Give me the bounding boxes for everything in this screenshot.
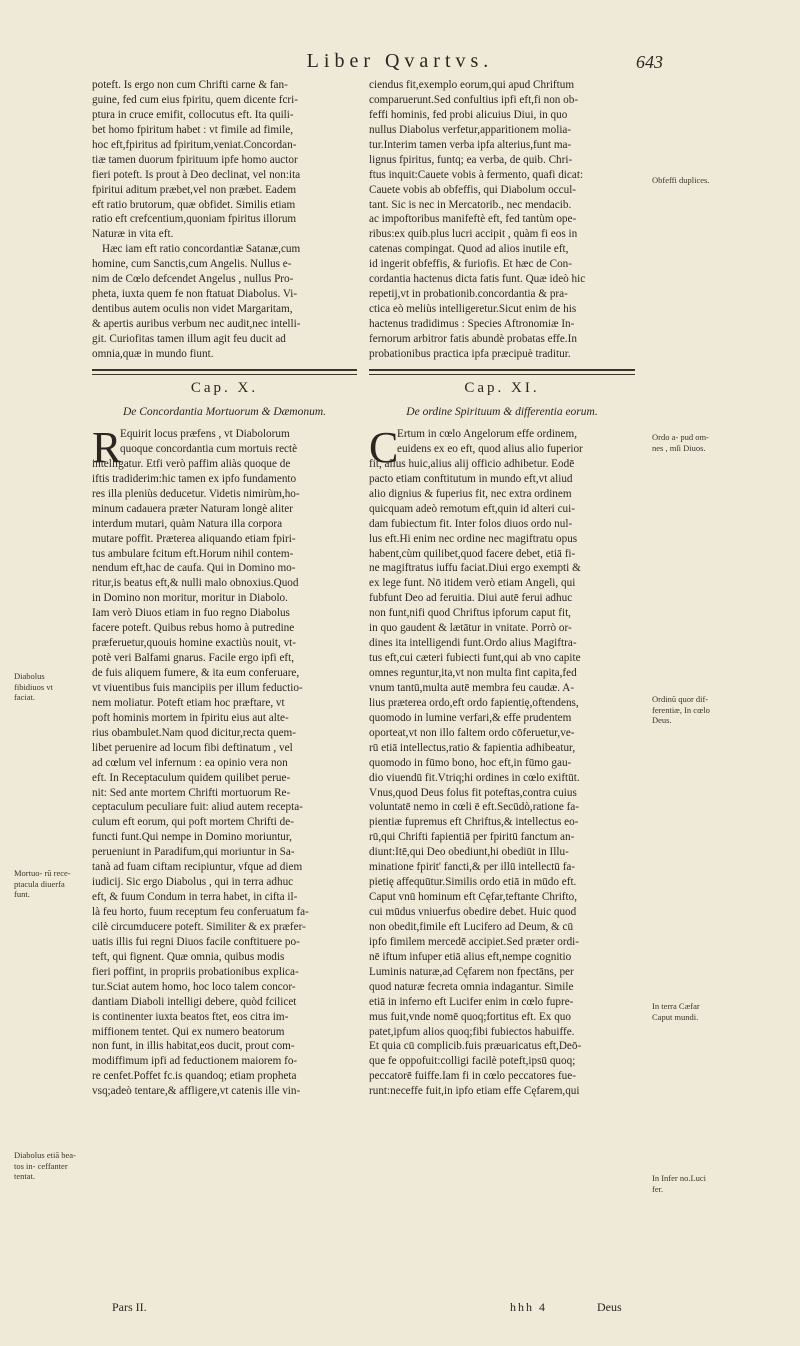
text-line: que fe oppofuit:colligi facilè poteft,ipsū quoq; bbox=[369, 1055, 576, 1068]
text-line: Naturæ in vita eft. bbox=[92, 228, 174, 241]
text-line: re cenfet.Poffet fc.is quandoq; etiam propheta bbox=[92, 1070, 297, 1083]
text-line: rū etiā intellectus,ratio & fapientia adhibeatur, bbox=[369, 741, 576, 754]
text-line: libet peruenire ad locum fibi deftinatum , vel bbox=[92, 741, 293, 754]
page-number: 643 bbox=[636, 52, 663, 72]
text-line: non funt, in illis habitat,eos ducit, prout com- bbox=[92, 1040, 295, 1053]
text-line: quomodo in fūmo bono, hoc eft,in fūmo gau- bbox=[369, 756, 572, 769]
text-line: Hæc iam eft ratio concordantiæ Satanæ,cum bbox=[102, 243, 301, 256]
text-line: fieri poffint, in propriis probationibus explica- bbox=[92, 965, 299, 978]
right-section-rule bbox=[369, 369, 635, 375]
text-line: lius præterea ordo,eft ordo fapientię,oftendens, bbox=[369, 696, 579, 709]
text-line: ex lege funt. Nō itidem verò etiam Angeli, qui bbox=[369, 577, 576, 590]
chapter-title-right: De ordine Spirituum & differentia eorum. bbox=[406, 406, 598, 418]
margin-note-ordinum: Ordinū quor dif- ferentiæ, In cœlo Deus. bbox=[652, 694, 710, 725]
left-column-top-text bbox=[92, 78, 357, 362]
footer-part: Pars II. bbox=[112, 1300, 147, 1314]
text-line: catenas compingat. Quod ad alios inutile eft, bbox=[369, 243, 569, 256]
text-line: tiæ tamen duorum fpirituum ipfe homo auctor bbox=[92, 153, 298, 166]
footer-signature: hhh 4 bbox=[510, 1300, 547, 1314]
text-line: fit, alius huic,alius alij officio adhibetur. Eodē bbox=[369, 457, 575, 470]
text-line: culum eft eorum, qui poft mortem Chrifti de- bbox=[92, 816, 294, 829]
text-line: facere poteft. Quibus rebus homo à putredine bbox=[92, 622, 295, 635]
text-line: vnum tantū,multa autē membra feu caudæ. A- bbox=[369, 681, 575, 694]
text-line: hoc eft,fpiritus ad fpiritum,veniat.Concordan- bbox=[92, 138, 297, 151]
text-line: id ingerit obfeffis, & furiofis. Et hæc de Con- bbox=[369, 258, 572, 271]
text-line: iudicij. Sic ergo Diabolus , qui in terra adhuc bbox=[92, 876, 294, 889]
footer-catchword: Deus bbox=[597, 1300, 622, 1314]
text-line: feffi hominis, fed probi alicuius Diui, in quo bbox=[369, 108, 568, 121]
text-line: modiffimum ipfi ad feductionem maiorem fo- bbox=[92, 1055, 298, 1068]
text-line: uatis illis fui regni Diuos facile conftituere po- bbox=[92, 935, 300, 948]
text-line: in Domino non moritur, moritur in Diabolo. bbox=[92, 592, 288, 605]
text-line: quoque concordantia cum mortuis rectè bbox=[120, 442, 298, 455]
text-line: dio viuendū fit.Vtriq;hi ordines in cœlo exiftūt. bbox=[369, 771, 580, 784]
text-line: etiā in inferno eft Lucifer enim in cœlo fupre- bbox=[369, 995, 574, 1008]
text-line: eft, & fuum Condum in terra habet, in cifta il- bbox=[92, 891, 298, 904]
text-line: in quo gaudent & lætātur in vnitate. Porrò or- bbox=[369, 622, 572, 635]
text-line: interdum mutari, quàm Natura illa corpora bbox=[92, 517, 283, 530]
text-line: guine, fed cum eius fpiritu, quem dicente fcri- bbox=[92, 93, 298, 106]
text-line: probationibus practica ipfa præcipuè traditur. bbox=[369, 347, 571, 360]
text-line: perueniunt in Paradifum,qui moriuntur in Sa- bbox=[92, 846, 295, 859]
text-line: dantiam Diaboli intelligi debere, quòd fcilicet bbox=[92, 995, 297, 1008]
chapter-x-text bbox=[92, 423, 357, 1099]
text-line: Caput vnū hominum eft Cęfar,teftante Chrifto, bbox=[369, 891, 578, 904]
text-line: ratio eft crefcentium,quoniam fpiritus illorum bbox=[92, 213, 297, 226]
text-line: pacto etiam conftitutum in mundo eft,vt aliud bbox=[369, 472, 573, 485]
running-head bbox=[0, 50, 800, 80]
margin-note-obsessi: Obfeffi duplices. bbox=[652, 175, 710, 185]
text-line: alio dignius & fuperius fit, nec extra ordinem bbox=[369, 487, 572, 500]
text-line: cilè circumducere poteft. Similiter & ex præfer- bbox=[92, 920, 306, 933]
text-line: lus eft.Hi enim nec ordine nec magiftratu opus bbox=[369, 532, 578, 545]
text-line: eft ratio brutorum, quæ obfidet. Similis etiam bbox=[92, 198, 296, 211]
text-line: teft, qui fignent. Quæ omnia, quibus modis bbox=[92, 950, 285, 963]
text-line: functi funt.Qui nempe in Domino moriuntur, bbox=[92, 831, 292, 844]
text-line: præferuetur,quouis homine exactiùs nouit, vt- bbox=[92, 637, 296, 650]
text-line: fubfunt Deo ad feruitia. Diui autē ferui adhuc bbox=[369, 592, 573, 605]
text-line: quicquam adeò remotum eft,quin id alteri cui- bbox=[369, 502, 575, 515]
text-line: tus ambulare fcitum eft.Horum nihil contem- bbox=[92, 547, 294, 560]
text-line: potè veri Balfami gnarus. Facile ergo ipfi eft, bbox=[92, 652, 295, 665]
text-line: ciendus fit,exemplo eorum,qui apud Chriftum bbox=[369, 79, 575, 91]
text-line: ptura in cruce emifit, collocutus eft. Ita quili- bbox=[92, 108, 294, 121]
text-line: mus fuit,vnde nomē quoq;fortitus eft. Ex quo bbox=[369, 1010, 571, 1023]
text-line: patet,ipfum alios quoq;fibi fubiectos habuiffe. bbox=[369, 1025, 575, 1038]
text-line: ceptaculum peculiare fuit: aliud autem recepta- bbox=[92, 801, 303, 814]
text-line: peccatorē fuiffe.Iam fi in cœlo peccatores fue- bbox=[369, 1070, 576, 1083]
text-line: ftus inquit:Cauete vobis à fermento, quafi dicat: bbox=[369, 168, 584, 181]
text-line: nullus Diabolus verfetur,apparitionem molia- bbox=[369, 123, 572, 136]
text-line: cordantia hactenus dicta fatis funt. Quæ ideò hic bbox=[369, 273, 586, 286]
text-line: pietię affequūtur.Similis ordo etiā in mūdo eft. bbox=[369, 876, 577, 889]
text-line: nit: Sed ante mortem Chrifti mortuorum Re- bbox=[92, 786, 291, 799]
text-line: ne magiftratus iuffu faciat.Diui ergo exempti & bbox=[369, 562, 581, 575]
text-line: habent,cùm quilibet,quod facere debet, etiā fi- bbox=[369, 547, 576, 560]
text-line: vt viuentibus fuis mancipiis per illum feductio- bbox=[92, 681, 303, 694]
chapter-xi-text bbox=[369, 423, 635, 1099]
margin-note-diabolus-beatos: Diabolus etiā bea- tos in- ceffanter tentat. bbox=[14, 1150, 76, 1181]
text-line: dentibus autem oculis non videt Margaritam, bbox=[92, 303, 293, 316]
text-line: tur.Sciat autem homo, hoc loco talem concor- bbox=[92, 980, 296, 993]
text-line: intelligatur. Etfi verò paffim aliàs quoque de bbox=[92, 457, 291, 470]
text-line: Equirit locus præfens , vt Diabolorum bbox=[120, 428, 290, 440]
text-line: hactenus tradidimus : Species Aftronomiæ In- bbox=[369, 318, 575, 330]
text-line: oporteat,vt non illo faltem ordo cōferuetur,ve- bbox=[369, 726, 575, 739]
text-line: fpiritui aditum præbet,vel non præbet. Eadem bbox=[92, 183, 297, 196]
text-line: tus eft,cui cæteri fubiecti funt,qui ab vno capite bbox=[369, 652, 581, 665]
text-line: nim de Cœlo defcendet Angelus , nullus Pro- bbox=[92, 273, 294, 286]
chapter-heading-right: Cap. XI. bbox=[464, 380, 540, 396]
chapter-title-left: De Concordantia Mortuorum & Dæmonum. bbox=[122, 406, 327, 418]
running-head-title: Liber Qvartvs. bbox=[306, 50, 494, 72]
margin-note-ordo: Ordo a- pud om- nes , mſi Diuos. bbox=[652, 432, 709, 453]
text-line: homine, cum Sanctis,cum Angelis. Nullus e- bbox=[92, 258, 292, 271]
text-line: de fuis aliquem fumere, & ita eum conferuare, bbox=[92, 667, 300, 679]
text-line: nendum eft,hac de caufa. Qui in Domino mo- bbox=[92, 562, 296, 575]
margin-note-mortuorum: Mortuo- rū rece- ptacula diuerfa funt. bbox=[14, 868, 71, 899]
left-section-rule bbox=[92, 369, 357, 375]
text-line: eft. In Receptaculum quidem quilibet perue- bbox=[92, 771, 291, 784]
text-line: ritur,is beatus eft,& nulli malo obnoxius.Quod bbox=[92, 577, 299, 590]
drop-cap-left: R bbox=[92, 423, 122, 472]
text-line: rius obambulet.Nam quod dicitur,recta quem- bbox=[92, 726, 296, 739]
text-line: poft hominis mortem in fpiritu eius aut alte- bbox=[92, 711, 289, 724]
right-column-top-text bbox=[369, 78, 635, 362]
text-line: res illa pleniùs deducetur. Videtis nimirùm,ho- bbox=[92, 487, 300, 500]
text-line: omnia,quæ in mundo fiunt. bbox=[92, 347, 214, 360]
text-line: runt:neceffe fuit,in ipfo etiam effe Cęfarem,qui bbox=[369, 1085, 580, 1098]
text-line: cui mūdus vniuerfus obedire debet. Huic quod bbox=[369, 906, 577, 918]
text-line: omnes reguntur,ita,vt non multa fint capita,fed bbox=[369, 667, 577, 679]
text-line: ac impoftoribus manifeftè eft, fed tantùm ope- bbox=[369, 213, 577, 226]
text-line: repetij,vt in probationib.concordantia & pra- bbox=[369, 288, 568, 301]
text-line: rū,qui Chrifti fapientiā per fpiritū fanctum an- bbox=[369, 831, 575, 844]
text-line: non obedit,fimile eft Lucifero ad Deum, & cū bbox=[369, 920, 574, 933]
text-line: ipfo fimilem mercedē accipiet.Sed præter ordi- bbox=[369, 935, 579, 948]
text-line: Ertum in cœlo Angelorum effe ordinem, bbox=[397, 428, 577, 440]
text-line: quomodo in lumine verfari,& effe prudentem bbox=[369, 711, 572, 724]
text-line: nē iftum infuper etiā alius eft,nempe cognitio bbox=[369, 950, 572, 963]
text-line: tur.Interim tamen verba ipfa alterius,funt ma- bbox=[369, 138, 572, 151]
margin-note-in-terra: In terra Cæfar Caput mundi. bbox=[652, 1001, 700, 1022]
text-line: diunt:Itē,qui Deo obediunt,hi obediūt in Illu- bbox=[369, 846, 569, 859]
text-line: quod naturæ fecreta omnia indagantur. Simile bbox=[369, 980, 574, 993]
text-line: is continenter iuxta beatos ftet, eos citra im- bbox=[92, 1010, 289, 1023]
text-line: lignus fpiritus, funtq; ea verba, de quib. Chri- bbox=[369, 153, 573, 166]
margin-note-in-inferno: In Infer no.Luci fer. bbox=[652, 1173, 707, 1194]
text-line: comparuerunt.Sed confultius ipfi eft,fi non ob- bbox=[369, 93, 579, 106]
text-line: là feu horto, fuum receptum feu conferuatum fa- bbox=[92, 906, 309, 918]
text-line: ribus:ex quib.plus lucri accipit , quàm fi eos in bbox=[369, 228, 578, 241]
text-line: tant. Sic is nec in Mercatorib., nec mendacib. bbox=[369, 198, 572, 211]
text-line: ctica eò meliùs intelligeretur.Sicut enim de his bbox=[369, 303, 577, 316]
drop-cap-right: C bbox=[369, 423, 399, 472]
text-line: tanà ad fuam ciftam recipiuntur, vfque ad diem bbox=[92, 861, 303, 874]
text-line: nem moliatur. Poteft etiam hoc præftare, vt bbox=[92, 696, 285, 709]
text-line: Cauete vobis ab obfeffis, qui Diabolum occul- bbox=[369, 183, 577, 196]
text-line: & apertis auribus verbum nec audit,nec intelli- bbox=[92, 318, 301, 330]
text-line: Et quia cū complicib.fuis præuaricatus eft,Deō- bbox=[369, 1040, 582, 1053]
text-line: bet homo fpiritum habet : vt fimile ad fimile, bbox=[92, 123, 294, 136]
text-line: vsq;adeò tentare,& affligere,vt catenis ille vin- bbox=[92, 1085, 301, 1098]
text-line: minum cadauera præter Naturam longè aliter bbox=[92, 502, 293, 515]
text-line: Vnus,quod Deus folus fit poteftas,contra cuius bbox=[369, 786, 577, 799]
text-line: fernorum arbitror fatis abundè probatas effe.In bbox=[369, 332, 577, 345]
text-line: pheta, iuxta quem fe non ftatuat Diabolus. Vi- bbox=[92, 288, 298, 301]
text-line: dam fubiectum fit. Inter folos diuos ordo nul- bbox=[369, 517, 573, 530]
text-line: iftis tradiderim:hic tamen ex ipfo fundamento bbox=[92, 472, 297, 485]
text-line: Luminis naturæ,ad Cęfarem non fpectāns, per bbox=[369, 965, 574, 978]
text-line: ad cœlum vel infernum : ea opinio vera non bbox=[92, 756, 288, 769]
chapter-heading-left: Cap. X. bbox=[190, 380, 259, 396]
text-line: non funt,nifi quod Chriftus ipforum caput fit, bbox=[369, 607, 571, 620]
text-line: miffionem tentet. Qui ex numero beatorum bbox=[92, 1025, 285, 1038]
text-line: voluntatē nemo in cœli ē eft.Secūdò,ratione fa- bbox=[369, 801, 580, 814]
text-line: poteft. Is ergo non cum Chrifti carne & fan- bbox=[92, 79, 288, 91]
text-line: minatione fpirit' fancti,& per illū intellectū fa- bbox=[369, 861, 576, 874]
text-line: euidens ex eo eft, quod alius alio fuperior bbox=[397, 442, 583, 455]
margin-note-diabolus-diuos: Diabolus fibidiuos vt faciat. bbox=[14, 671, 53, 702]
text-line: fieri poteft. Is prout à Deo declinat, vel non:ita bbox=[92, 168, 301, 181]
text-line: pientiæ fupremus eft Chriftus,& intellectus eo- bbox=[369, 816, 579, 829]
text-line: git. Curiofitas tamen illum agit feu ducit ad bbox=[92, 332, 286, 345]
text-line: Iam verò Diuos etiam in fuo regno Diabolus bbox=[92, 607, 290, 620]
text-line: dines ita intelligendi funt.Ordo alius Magiftra- bbox=[369, 637, 577, 650]
text-line: mutare poffit. Præterea aliquando etiam fpiri- bbox=[92, 532, 296, 545]
